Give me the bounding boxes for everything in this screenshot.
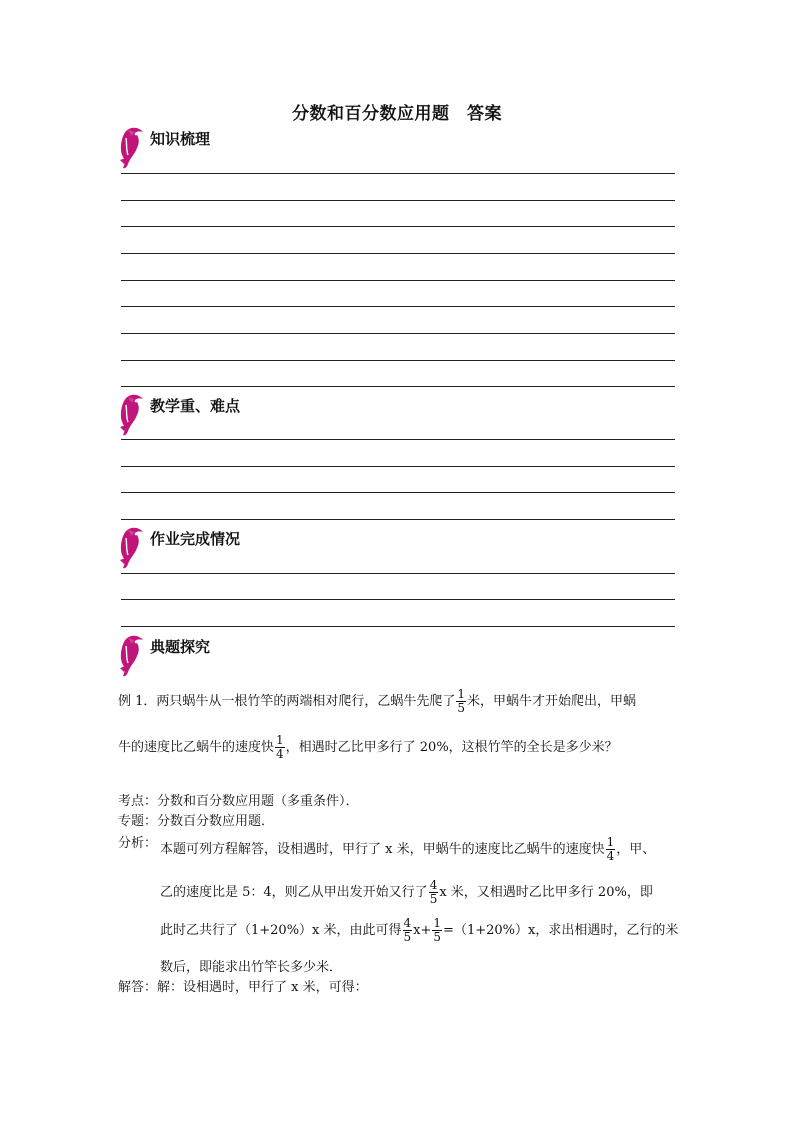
page-title: 分数和百分数应用题 答案 [292, 104, 502, 124]
text: 牛的速度比乙蜗牛的速度快 [118, 740, 275, 755]
dolphin-icon [118, 124, 146, 170]
denominator: 5 [403, 930, 412, 944]
section-header [118, 124, 678, 164]
dolphin-icon [118, 632, 146, 678]
fraction [275, 734, 285, 761]
denominator: 5 [433, 930, 442, 944]
denominator: 5 [457, 701, 466, 715]
writing-line [121, 466, 675, 467]
section-header [118, 391, 678, 431]
section-header [118, 632, 678, 672]
denominator: 4 [606, 849, 615, 863]
analysis-line-4 [160, 956, 680, 975]
numerator: 1 [606, 835, 615, 849]
section-header [118, 524, 678, 564]
numerator: 1 [433, 916, 442, 930]
text: x+ [413, 923, 432, 938]
writing-line [121, 280, 675, 281]
fraction [403, 917, 413, 944]
section-title: 作业完成情况 [150, 530, 241, 548]
section-title: 教学重、难点 [150, 397, 241, 415]
denominator: 4 [276, 747, 284, 761]
writing-line [121, 386, 675, 387]
writing-line [121, 519, 675, 520]
fenxi-label: 分析： [118, 836, 158, 851]
section-title: 典题探究 [150, 638, 211, 656]
writing-line [121, 492, 675, 493]
writing-line [121, 226, 675, 227]
dolphin-icon [118, 391, 146, 437]
fraction [606, 836, 616, 863]
fraction [429, 879, 439, 906]
writing-line [121, 599, 675, 600]
fraction [456, 688, 466, 715]
numerator: 1 [276, 733, 284, 747]
section-homework [118, 524, 678, 564]
denominator: 5 [429, 892, 438, 906]
fraction [432, 917, 442, 944]
text: 例 1．两只蜗牛从一根竹竿的两端相对爬行，乙蜗牛先爬了 [118, 694, 456, 709]
writing-line [121, 253, 675, 254]
text: ，甲、 [616, 842, 656, 857]
text: 数后，即能求出竹竿长多少米． [160, 960, 343, 975]
analysis-line-3 [160, 917, 680, 944]
section-examples [118, 632, 678, 672]
analysis-line-2 [160, 879, 680, 906]
writing-line [121, 333, 675, 334]
numerator: 4 [429, 878, 438, 892]
analysis-line-1 [160, 836, 680, 863]
numerator: 1 [457, 687, 466, 701]
writing-line [121, 360, 675, 361]
section-key-points [118, 391, 678, 431]
example-line-1 [118, 688, 678, 715]
text: 此时乙共行了（1+20%）x 米，由此可得 [160, 923, 402, 938]
writing-line [121, 200, 675, 201]
writing-line [121, 439, 675, 440]
zhuanti: 专题：分数百分数应用题． [118, 814, 275, 829]
dolphin-icon [118, 524, 146, 570]
section-title: 知识梳理 [150, 130, 211, 148]
section-knowledge [118, 124, 678, 164]
writing-line [121, 306, 675, 307]
example-line-2 [118, 734, 678, 761]
text: ，相遇时乙比甲多行了 20%，这根竹竿的全长是多少米？ [285, 740, 618, 755]
writing-line [121, 173, 675, 174]
text: 本题可列方程解答，设相遇时，甲行了 x 米，甲蜗牛的速度比乙蜗牛的速度快 [160, 842, 605, 857]
text: 乙的速度比是 5：4，则乙从甲出发开始又行了 [160, 885, 428, 900]
numerator: 4 [403, 916, 412, 930]
text: =（1+20%）x，求出相遇时，乙行的米 [443, 923, 679, 938]
text: x 米，又相遇时乙比甲多行 20%，即 [439, 885, 653, 900]
writing-line [121, 573, 675, 574]
text: 米，甲蜗牛才开始爬出，甲蜗 [467, 694, 637, 709]
writing-line [121, 626, 675, 627]
kaodian: 考点：分数和百分数应用题（多重条件）． [118, 794, 359, 809]
answer-line: 解答：解：设相遇时，甲行了 x 米，可得： [118, 980, 368, 995]
